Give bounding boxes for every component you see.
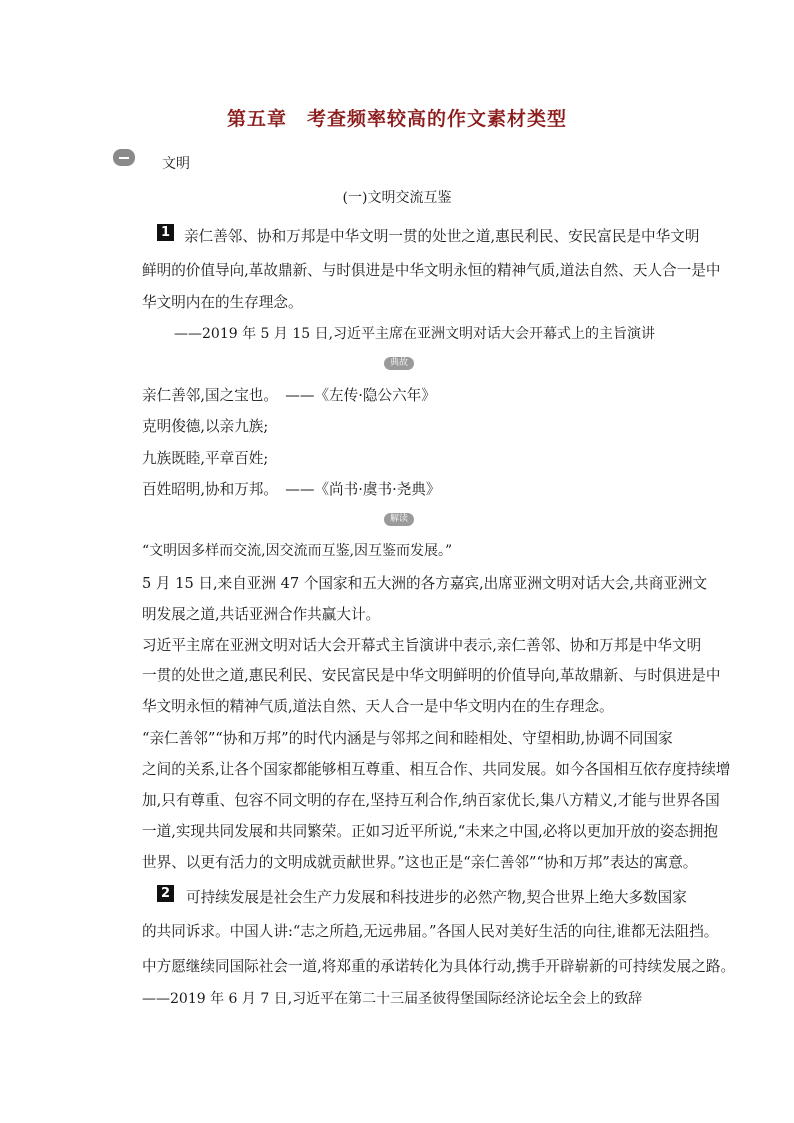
diangu-badge: 典故 bbox=[384, 357, 414, 370]
chapter-title: 第五章 考查频率较高的作文素材类型 bbox=[226, 108, 567, 130]
jiedu-line: “文明因多样而交流,因交流而互鉴,因互鉴而发展。” bbox=[142, 543, 453, 559]
item2-line: 可持续发展是社会生产力发展和科技进步的必然产物,契合世界上绝大多数国家 bbox=[186, 889, 687, 906]
jiedu-line: 之间的关系,让各个国家都能够相互尊重、相互合作、共同发展。如今各国相互依存度持续增 bbox=[142, 761, 731, 778]
item2-line: 的共同诉求。中国人讲:“志之所趋,无远弗届。”各国人民对美好生活的向往,谁都无法阻挡。 bbox=[142, 923, 719, 940]
item2-source: ——2019 年 6 月 7 日,习近平在第二十三届圣彼得堡国际经济论坛全会上的致辞 bbox=[142, 991, 643, 1007]
jiedu-line: 明发展之道,共话亚洲合作共赢大计。 bbox=[142, 606, 381, 623]
jiedu-line: 5 月 15 日,来自亚洲 47 个国家和五大洲的各方嘉宾,出席亚洲文明对话大会,共商亚洲文 bbox=[142, 575, 708, 592]
jiedu-line: 世界、以更有活力的文明成就贡献世界。”这也正是“亲仁善邻”“协和万邦”表达的寓意。 bbox=[142, 854, 698, 871]
section-label: 文明 bbox=[162, 156, 190, 172]
item1-line: 华文明内在的生存理念。 bbox=[142, 294, 303, 311]
jiedu-line: 一贯的处世之道,惠民利民、安民富民是中华文明鲜明的价值导向,革故鼎新、与时俱进是中 bbox=[142, 667, 721, 684]
subsection-heading: (一)文明交流互鉴 bbox=[342, 190, 452, 206]
jiedu-line: 华文明永恒的精神气质,道法自然、天人合一是中华文明内在的生存理念。 bbox=[142, 698, 614, 715]
jiedu-badge: 解读 bbox=[384, 513, 414, 526]
jiedu-line: 加,只有尊重、包容不同文明的存在,坚持互利合作,纳百家优长,集八方精义,才能与世界各国 bbox=[142, 792, 720, 809]
diangu-line: 亲仁善邻,国之宝也。 ——《左传·隐公六年》 bbox=[142, 387, 436, 404]
jiedu-line: 习近平主席在亚洲文明对话大会开幕式主旨演讲中表示,亲仁善邻、协和万邦是中华文明 bbox=[142, 637, 702, 654]
diangu-line: 克明俊德,以亲九族; bbox=[142, 418, 269, 435]
diangu-line: 百姓昭明,协和万邦。 ——《尚书·虞书·尧典》 bbox=[142, 481, 441, 498]
jiedu-line: 一道,实现共同发展和共同繁荣。正如习近平所说,“未来之中国,必将以更加开放的姿态拥抱 bbox=[142, 823, 718, 840]
section-number-icon bbox=[113, 149, 135, 166]
item1-line: 亲仁善邻、协和万邦是中华文明一贯的处世之道,惠民利民、安民富民是中华文明 bbox=[184, 228, 700, 245]
item1-source: ——2019 年 5 月 15 日,习近平主席在亚洲文明对话大会开幕式上的主旨演讲 bbox=[174, 326, 656, 342]
item-number-1-badge: 1 bbox=[157, 224, 174, 241]
item-number-2-badge: 2 bbox=[157, 885, 174, 902]
diangu-line: 九族既睦,平章百姓; bbox=[142, 450, 269, 467]
jiedu-line: “亲仁善邻”“协和万邦”的时代内涵是与邻邦之间和睦相处、守望相助,协调不同国家 bbox=[142, 730, 673, 747]
item2-line: 中方愿继续同国际社会一道,将郑重的承诺转化为具体行动,携手开辟崭新的可持续发展之路。 bbox=[142, 958, 736, 975]
item1-line: 鲜明的价值导向,革故鼎新、与时俱进是中华文明永恒的精神气质,道法自然、天人合一是中 bbox=[142, 262, 721, 279]
